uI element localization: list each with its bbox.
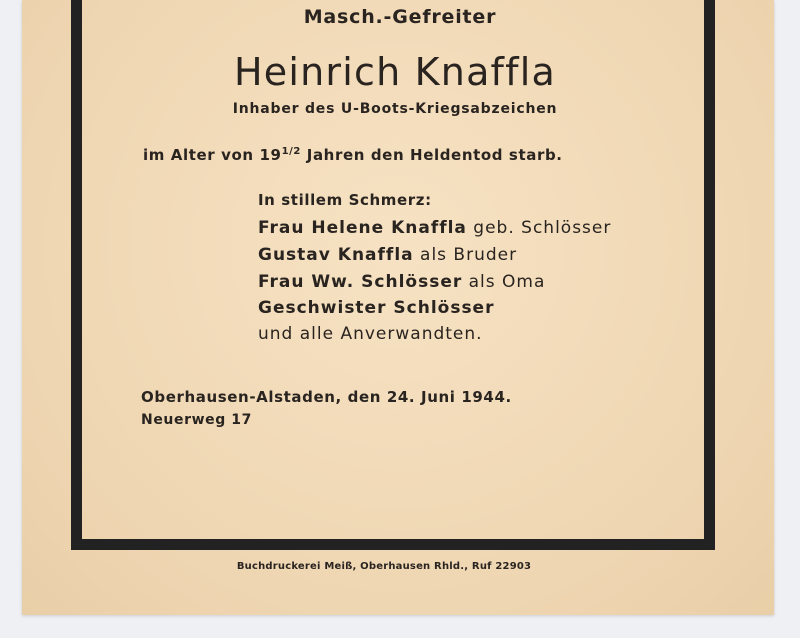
deceased-name: Heinrich Knaffla	[234, 50, 556, 94]
mourning-border-bottom	[71, 539, 715, 550]
mourner-line: und alle Anverwandten.	[258, 324, 483, 344]
award-line: Inhaber des U-Boots-Kriegsabzeichen	[232, 101, 558, 117]
rank-title: Masch.-Gefreiter	[303, 6, 497, 28]
mourner-line: Frau Helene Knaffla geb. Schlösser	[258, 218, 612, 238]
mourner-line: Gustav Knaffla als Bruder	[258, 245, 518, 265]
mourner-line: Geschwister Schlösser	[258, 298, 495, 318]
age-fraction: 1/2	[281, 146, 301, 157]
street-address: Neuerweg 17	[141, 412, 252, 428]
age-line: im Alter von $19^{1/2}$ Jahren den Heldentod starb.	[143, 146, 563, 164]
mourner-line: Frau Ww. Schlösser als Oma	[258, 272, 546, 292]
mourners-heading: In stillem Schmerz:	[258, 191, 432, 209]
printer-imprint: Buchdruckerei Meiß, Oberhausen Rhld., Ruf 22903	[236, 561, 532, 572]
place-date: Oberhausen-Alstaden, den 24. Juni 1944.	[141, 388, 512, 406]
